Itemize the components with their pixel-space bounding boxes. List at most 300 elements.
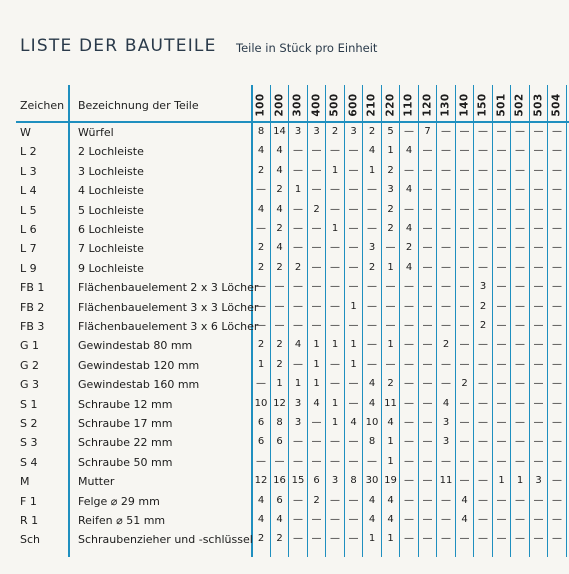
quantity-cell: 1 — [294, 378, 302, 390]
quantity-cell: 2 — [257, 533, 265, 545]
quantity-cell: — — [404, 339, 414, 351]
quantity-cell: — — [552, 339, 562, 351]
column-header-110 — [400, 85, 418, 125]
quantity-cell: — — [441, 126, 451, 137]
quantity-cell: — — [441, 320, 451, 331]
quantity-cell: — — [478, 494, 488, 506]
quantity-cell: — — [385, 358, 396, 370]
quantity-cell: — — [552, 514, 562, 525]
quantity-cell: — — [515, 436, 525, 448]
quantity-cell: — — [533, 203, 544, 215]
quantity-cell: — — [459, 261, 470, 273]
quantity-cell: — — [515, 417, 525, 428]
quantity-cell: — — [552, 203, 562, 215]
quantity-cell: — — [330, 320, 340, 331]
quantity-cell: — — [348, 514, 359, 525]
quantity-cell: — — [422, 378, 433, 390]
column-header-600 — [345, 85, 363, 125]
quantity-cell: 12 — [254, 475, 268, 487]
quantity-cell: 10 — [254, 397, 268, 409]
quantity-cell: 2 — [313, 494, 320, 506]
quantity-cell: 1 — [331, 397, 339, 409]
quantity-cell: — — [367, 358, 377, 370]
table-row — [0, 434, 562, 453]
quantity-cell: — — [274, 320, 285, 331]
part-name: Gewindestab 120 mm — [78, 358, 200, 372]
quantity-cell: — — [478, 455, 488, 467]
quantity-cell: — — [293, 494, 303, 506]
quantity-cell: 8 — [257, 126, 265, 137]
part-code: M — [20, 475, 30, 489]
quantity-cell: — — [311, 242, 322, 254]
quantity-cell: — — [404, 417, 414, 428]
part-code: G 3 — [20, 378, 40, 392]
quantity-cell: — — [404, 164, 414, 176]
quantity-cell: 2 — [276, 339, 283, 351]
quantity-cell: — — [441, 261, 451, 273]
quantity-cell: 4 — [276, 164, 283, 176]
quantity-cell: — — [515, 397, 525, 409]
quantity-cell: — — [256, 378, 266, 390]
quantity-cell: 4 — [405, 261, 413, 273]
quantity-cell: — — [496, 417, 507, 428]
quantity-cell: 8 — [350, 475, 357, 487]
quantity-cell: — — [348, 455, 359, 467]
quantity-cell: 4 — [368, 145, 376, 157]
quantity-cell: — — [478, 242, 488, 254]
quantity-cell: — — [533, 261, 544, 273]
quantity-cell: — — [533, 514, 544, 525]
part-name: Schraube 12 mm — [78, 397, 173, 411]
quantity-cell: — — [422, 436, 433, 448]
quantity-cell: 4 — [257, 145, 265, 157]
quantity-cell: 14 — [273, 126, 286, 137]
quantity-cell: — — [422, 184, 433, 196]
quantity-cell: — — [367, 203, 377, 215]
quantity-cell: — — [441, 184, 451, 196]
quantity-cell: 4 — [368, 514, 376, 525]
quantity-cell: — — [533, 223, 544, 234]
quantity-cell: 1 — [387, 339, 394, 351]
quantity-cell: — — [293, 358, 303, 370]
quantity-cell: — — [515, 320, 525, 331]
quantity-cell: — — [385, 281, 396, 293]
part-name: Reifen ⌀ 51 mm — [78, 514, 166, 527]
quantity-cell: 4 — [350, 417, 357, 428]
quantity-cell: 3 — [294, 397, 302, 409]
part-name: 9 Lochleiste — [78, 261, 144, 275]
quantity-cell: 1 — [516, 475, 524, 487]
quantity-cell: — — [422, 300, 433, 312]
quantity-cell: — — [459, 436, 470, 448]
quantity-cell: — — [441, 281, 451, 293]
quantity-cell: 4 — [387, 417, 394, 428]
quantity-cell: — — [515, 514, 525, 525]
quantity-cell: — — [552, 242, 562, 254]
table-row — [0, 493, 562, 512]
quantity-cell: — — [330, 145, 340, 157]
header-bezeichnung: Bezeichnung der Teile — [78, 99, 199, 112]
quantity-cell: — — [533, 184, 544, 196]
quantity-cell: 4 — [257, 203, 265, 215]
quantity-cell: — — [552, 475, 562, 487]
quantity-cell: 4 — [368, 494, 376, 506]
quantity-cell: 6 — [257, 436, 265, 448]
quantity-cell: — — [496, 164, 507, 176]
quantity-cell: 4 — [461, 514, 468, 525]
quantity-cell: — — [404, 358, 414, 370]
column-header-210 — [363, 85, 381, 125]
quantity-cell: — — [404, 533, 414, 545]
quantity-cell: 1 — [331, 339, 339, 351]
quantity-cell: — — [385, 300, 396, 312]
quantity-cell: 3 — [368, 242, 376, 254]
quantity-cell: — — [274, 455, 285, 467]
column-header-504 — [548, 85, 566, 125]
quantity-cell: — — [348, 397, 359, 409]
quantity-cell: 3 — [294, 126, 302, 137]
quantity-cell: — — [330, 514, 340, 525]
quantity-cell: — — [348, 494, 359, 506]
quantity-cell: — — [367, 320, 377, 331]
column-header-120 — [419, 85, 437, 125]
quantity-cell: — — [311, 223, 322, 234]
quantity-cell: — — [348, 261, 359, 273]
column-header-140 — [456, 85, 474, 125]
page-subtitle: Teile in Stück pro Einheit — [236, 41, 378, 55]
quantity-cell: — — [515, 358, 525, 370]
quantity-cell: 2 — [313, 203, 320, 215]
quantity-cell: — — [330, 378, 340, 390]
quantity-cell: — — [311, 533, 322, 545]
quantity-cell: — — [293, 320, 303, 331]
quantity-cell: — — [496, 455, 507, 467]
quantity-cell: — — [422, 358, 433, 370]
quantity-cell: — — [274, 300, 285, 312]
quantity-cell: — — [478, 436, 488, 448]
quantity-cell: 2 — [479, 300, 487, 312]
part-name: Felge ⌀ 29 mm — [78, 494, 160, 508]
quantity-cell: — — [459, 533, 470, 545]
quantity-cell: 3 — [442, 436, 450, 448]
quantity-cell: 4 — [276, 242, 283, 254]
column-header-label: 503 — [532, 93, 545, 117]
quantity-cell: 1 — [387, 533, 394, 545]
column-header-label: 400 — [310, 93, 323, 117]
quantity-cell: 4 — [368, 397, 376, 409]
quantity-cell: — — [422, 455, 433, 467]
part-name: 5 Lochleiste — [78, 203, 144, 217]
quantity-cell: 1 — [331, 417, 339, 428]
quantity-cell: — — [552, 455, 562, 467]
part-code: FB 1 — [20, 281, 45, 295]
column-header-100 — [252, 85, 270, 125]
table-row — [0, 124, 562, 143]
table-row — [0, 454, 562, 473]
quantity-cell: — — [515, 533, 525, 545]
quantity-cell: — — [459, 358, 470, 370]
header-zeichen: Zeichen — [20, 99, 65, 112]
quantity-cell: 4 — [313, 397, 320, 409]
quantity-cell: — — [441, 494, 451, 506]
quantity-cell: — — [441, 514, 451, 525]
quantity-cell: — — [441, 455, 451, 467]
quantity-cell: — — [515, 184, 525, 196]
quantity-cell: — — [533, 358, 544, 370]
quantity-cell: 5 — [387, 126, 394, 137]
quantity-cell: — — [478, 397, 488, 409]
quantity-cell: — — [441, 242, 451, 254]
quantity-cell: — — [441, 300, 451, 312]
quantity-cell: — — [404, 203, 414, 215]
quantity-cell: — — [348, 378, 359, 390]
quantity-cell: — — [348, 533, 359, 545]
quantity-cell: — — [441, 358, 451, 370]
quantity-cell: — — [478, 417, 488, 428]
quantity-cell: — — [515, 126, 525, 137]
quantity-cell: — — [459, 164, 470, 176]
quantity-cell: — — [367, 455, 377, 467]
quantity-cell: — — [311, 261, 322, 273]
quantity-cell: 3 — [387, 184, 394, 196]
quantity-cell: 2 — [479, 320, 487, 331]
quantity-cell: — — [367, 300, 377, 312]
column-header-500 — [326, 85, 344, 125]
table-row — [0, 396, 562, 415]
quantity-cell: — — [404, 436, 414, 448]
quantity-cell: — — [422, 203, 433, 215]
quantity-cell: 6 — [276, 494, 283, 506]
part-name: Schraube 50 mm — [78, 455, 173, 469]
quantity-cell: — — [422, 494, 433, 506]
quantity-cell: 4 — [442, 397, 450, 409]
quantity-cell: 1 — [313, 358, 320, 370]
quantity-cell: — — [496, 184, 507, 196]
quantity-cell: 2 — [276, 261, 283, 273]
quantity-cell: — — [422, 145, 433, 157]
quantity-cell: — — [404, 320, 414, 331]
quantity-cell: 1 — [276, 378, 283, 390]
part-code: S 4 — [20, 455, 38, 469]
quantity-cell: — — [533, 281, 544, 293]
column-header-label: 140 — [458, 93, 471, 117]
quantity-cell: 6 — [276, 436, 283, 448]
quantity-cell: — — [515, 203, 525, 215]
quantity-cell: 2 — [387, 203, 394, 215]
quantity-cell: — — [552, 533, 562, 545]
quantity-cell: — — [478, 339, 488, 351]
quantity-cell: 1 — [294, 184, 302, 196]
quantity-cell: — — [311, 281, 322, 293]
quantity-cell: — — [496, 494, 507, 506]
quantity-cell: — — [404, 300, 414, 312]
quantity-cell: — — [422, 242, 433, 254]
part-code: L 7 — [20, 242, 37, 256]
quantity-cell: — — [478, 126, 488, 137]
part-code: L 5 — [20, 203, 37, 217]
quantity-cell: 4 — [405, 184, 413, 196]
quantity-cell: — — [367, 223, 377, 234]
column-header-label: 220 — [384, 93, 397, 117]
quantity-cell: — — [496, 533, 507, 545]
quantity-cell: 2 — [257, 261, 265, 273]
quantity-cell: 1 — [387, 455, 394, 467]
part-name: Schraube 22 mm — [78, 436, 173, 450]
part-name: 6 Lochleiste — [78, 223, 144, 236]
column-header-label: 150 — [477, 93, 489, 117]
quantity-cell: 2 — [368, 126, 376, 137]
column-header-label: 100 — [255, 93, 267, 117]
quantity-cell: — — [459, 475, 470, 487]
header-rule — [16, 121, 569, 123]
quantity-cell: — — [256, 223, 266, 234]
quantity-cell: — — [515, 339, 525, 351]
quantity-cell: 16 — [273, 475, 286, 487]
table-row — [0, 512, 562, 531]
quantity-cell: — — [478, 164, 488, 176]
table-row — [0, 143, 562, 162]
quantity-cell: — — [441, 203, 451, 215]
quantity-cell: — — [459, 281, 470, 293]
part-code: S 1 — [20, 397, 38, 411]
quantity-cell: — — [348, 223, 359, 234]
quantity-cell: — — [496, 514, 507, 525]
quantity-cell: 1 — [257, 358, 265, 370]
quantity-cell: — — [459, 320, 470, 331]
table-row — [0, 376, 562, 395]
quantity-cell: — — [496, 145, 507, 157]
column-header-502 — [511, 85, 529, 125]
quantity-cell: — — [478, 358, 488, 370]
table-row — [0, 202, 562, 221]
quantity-cell: — — [496, 223, 507, 234]
quantity-cell: — — [459, 300, 470, 312]
quantity-cell: — — [552, 358, 562, 370]
column-header-200 — [271, 85, 289, 125]
part-name: 3 Lochleiste — [78, 164, 144, 178]
quantity-cell: — — [533, 533, 544, 545]
quantity-cell: 1 — [331, 223, 339, 234]
quantity-cell: — — [256, 184, 266, 196]
quantity-cell: — — [478, 184, 488, 196]
quantity-cell: 2 — [405, 242, 413, 254]
quantity-cell: — — [293, 223, 303, 234]
column-header-400 — [308, 85, 326, 125]
quantity-cell: — — [330, 184, 340, 196]
quantity-cell: — — [422, 320, 433, 331]
quantity-cell: — — [404, 378, 414, 390]
quantity-cell: — — [459, 223, 470, 234]
quantity-cell: — — [552, 126, 562, 137]
quantity-cell: — — [330, 358, 340, 370]
quantity-cell: — — [496, 242, 507, 254]
quantity-cell: 2 — [257, 339, 265, 351]
part-name: Gewindestab 80 mm — [78, 339, 193, 353]
quantity-cell: 1 — [331, 164, 339, 176]
quantity-cell: — — [404, 281, 414, 293]
quantity-cell: 30 — [365, 475, 379, 487]
quantity-cell: — — [552, 145, 562, 157]
quantity-cell: — — [348, 242, 359, 254]
quantity-cell: 8 — [276, 417, 283, 428]
quantity-cell: — — [404, 494, 414, 506]
quantity-cell: — — [496, 261, 507, 273]
quantity-cell: — — [311, 455, 322, 467]
quantity-cell: 4 — [276, 203, 283, 215]
quantity-cell: — — [496, 126, 507, 137]
table-row — [0, 357, 562, 376]
quantity-cell: — — [533, 145, 544, 157]
quantity-cell: — — [385, 242, 396, 254]
quantity-cell: — — [311, 320, 322, 331]
quantity-cell: 2 — [331, 126, 339, 137]
quantity-cell: 1 — [498, 475, 505, 487]
quantity-cell: — — [348, 164, 359, 176]
quantity-cell: — — [293, 300, 303, 312]
quantity-cell: — — [422, 281, 433, 293]
quantity-cell: — — [515, 242, 525, 254]
quantity-cell: — — [404, 397, 414, 409]
quantity-cell: — — [441, 145, 451, 157]
quantity-cell: — — [441, 223, 451, 234]
table-row — [0, 182, 562, 201]
quantity-cell: 1 — [313, 339, 320, 351]
quantity-cell: — — [533, 300, 544, 312]
quantity-cell: — — [459, 339, 470, 351]
quantity-cell: — — [515, 145, 525, 157]
quantity-cell: — — [330, 261, 340, 273]
table-row — [0, 337, 562, 356]
part-name: Würfel — [78, 126, 114, 139]
quantity-cell: — — [533, 242, 544, 254]
quantity-cell: — — [459, 145, 470, 157]
quantity-cell: — — [330, 242, 340, 254]
quantity-cell: 2 — [276, 223, 283, 234]
quantity-cell: — — [293, 164, 303, 176]
part-name: Mutter — [78, 475, 115, 489]
quantity-cell: 3 — [331, 475, 339, 487]
table-row — [0, 240, 562, 259]
quantity-cell: 10 — [365, 417, 379, 428]
quantity-cell: — — [367, 184, 377, 196]
column-header-label: 210 — [366, 93, 378, 117]
quantity-cell: 1 — [350, 339, 357, 351]
quantity-cell: — — [422, 397, 433, 409]
quantity-cell: 4 — [405, 145, 413, 157]
table-row — [0, 260, 562, 279]
part-name: Flächenbauelement 3 x 3 Löcher — [78, 300, 259, 314]
quantity-cell: — — [274, 281, 285, 293]
quantity-cell: 4 — [257, 514, 265, 525]
quantity-cell: 4 — [405, 223, 413, 234]
quantity-cell: — — [533, 397, 544, 409]
quantity-cell: 2 — [294, 261, 302, 273]
quantity-cell: — — [311, 514, 322, 525]
quantity-cell: — — [293, 242, 303, 254]
quantity-cell: — — [496, 436, 507, 448]
quantity-cell: — — [496, 378, 507, 390]
column-header-label: 502 — [514, 93, 526, 117]
part-code: FB 3 — [20, 320, 45, 333]
part-name: Schraubenzieher und -schlüssel — [78, 533, 253, 547]
quantity-cell: — — [422, 475, 433, 487]
quantity-cell: — — [533, 455, 544, 467]
column-header-label: 120 — [421, 93, 434, 117]
quantity-cell: 7 — [424, 126, 431, 137]
quantity-cell: — — [367, 281, 377, 293]
quantity-cell: 3 — [479, 281, 487, 293]
column-header-label: 504 — [551, 93, 563, 117]
